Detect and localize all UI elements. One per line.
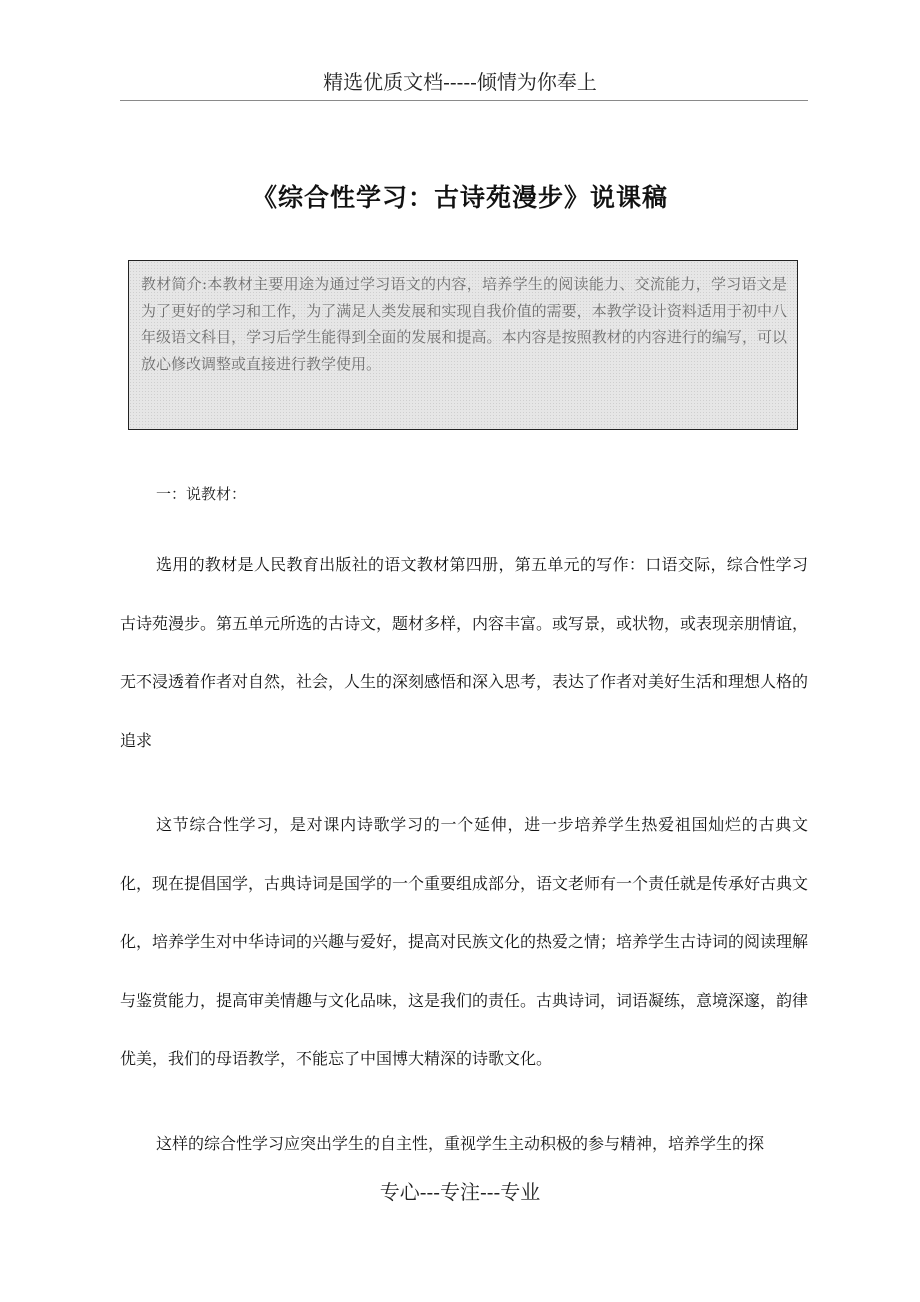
paragraph-3: 这样的综合性学习应突出学生的自主性，重视学生主动积极的参与精神，培养学生的探 bbox=[156, 1133, 765, 1153]
paragraph-1: 选用的教材是人民教育出版社的语文教材第四册，第五单元的写作：口语交际，综合性学习古诗苑漫步。第五单元所选的古诗文，题材多样，内容丰富。或写景，或状物，或表现亲朋情谊，无不浸透着作者对自然，社会，人生的深刻感悟和深入思考，表达了作者对美好生活和理想人格的追求 bbox=[120, 555, 809, 750]
header-divider bbox=[120, 100, 808, 101]
paragraph-2: 这节综合性学习，是对课内诗歌学习的一个延伸，进一步培养学生热爱祖国灿烂的古典文化，现在提倡国学，古典诗词是国学的一个重要组成部分，语文老师有一个责任就是传承好古典文化，培养学生对中华诗词的兴趣与爱好，提高对民族文化的热爱之情；培养学生古诗词的阅读理解与鉴赏能力，提高审美情趣与文化品味，这是我们的责任。古典诗词，词语凝练，意境深邃，韵律优美，我们的母语教学，不能忘了中国博大精深的诗歌文化。 bbox=[120, 815, 809, 1068]
intro-text: 教材简介:本教材主要用途为通过学习语文的内容，培养学生的阅读能力、交流能力，学习语文是为了更好的学习和工作，为了满足人类发展和实现自我价值的需要，本教学设计资料适用于初中八年级语文科目，学习后学生能得到全面的发展和提高。本内容是按照教材的内容进行的编写，可以放心修改调整或直接进行教学使用。 bbox=[141, 275, 787, 373]
page-footer: 专心---专注---专业 bbox=[379, 1180, 541, 1204]
section-heading: 一：说教材： bbox=[156, 485, 247, 503]
document-title: 《综合性学习：古诗苑漫步》说课稿 bbox=[251, 183, 668, 212]
main-body bbox=[120, 476, 808, 1199]
page-header: 精选优质文档-----倾情为你奉上 bbox=[323, 70, 597, 94]
textbook-intro-box bbox=[128, 260, 798, 430]
